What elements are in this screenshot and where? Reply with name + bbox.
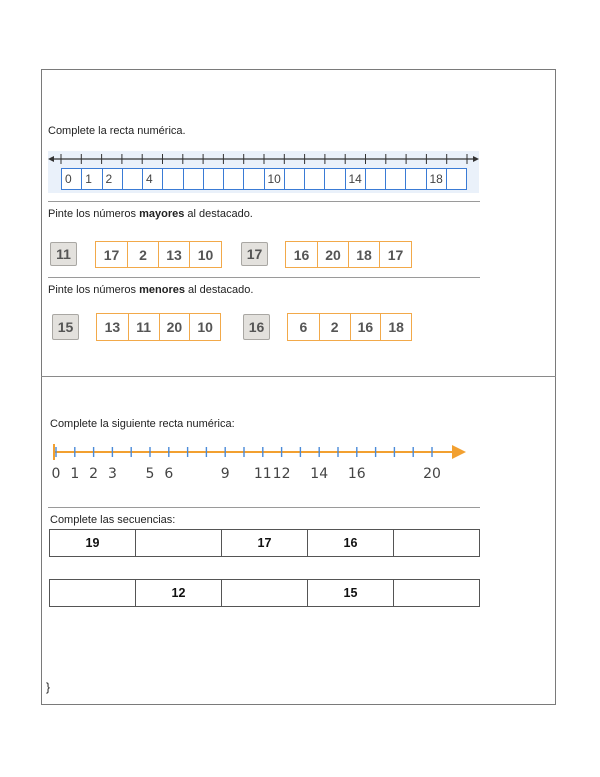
number-line-cell[interactable]	[204, 169, 224, 189]
number-cell[interactable]: 16	[351, 314, 382, 340]
highlight-number: 16	[243, 314, 270, 340]
number-cell[interactable]: 18	[388, 319, 404, 335]
highlight-number: 15	[52, 314, 79, 340]
instruction-sequences: Complete las secuencias:	[50, 514, 176, 526]
number-cell[interactable]: 10	[197, 246, 214, 263]
half-divider	[41, 376, 556, 377]
number-cell[interactable]: 13	[159, 242, 190, 267]
number-line-cell[interactable]: 14	[346, 169, 366, 189]
number-line-cell[interactable]	[224, 169, 244, 189]
closing-brace: }	[46, 680, 51, 694]
number-cell[interactable]: 2	[320, 314, 351, 340]
number-line-label: 9	[220, 466, 230, 482]
number-line-cell[interactable]	[366, 169, 386, 189]
number-line-1-cells	[61, 168, 467, 190]
number-line-label: 12	[272, 466, 291, 482]
number-line-cell[interactable]	[386, 169, 406, 189]
number-cell[interactable]: 11	[129, 314, 160, 340]
number-line-label: 20	[423, 466, 441, 482]
number-line-label: 11	[253, 466, 272, 482]
number-line-cell[interactable]	[163, 169, 183, 189]
instruction-menores: Pinte los números menores al destacado.	[48, 284, 254, 296]
number-line-label: 2	[89, 466, 99, 482]
number-cell[interactable]: 17	[96, 242, 128, 267]
number-group	[96, 313, 221, 341]
instruction-mayores: Pinte los números mayores al destacado.	[48, 208, 253, 220]
number-group	[285, 241, 412, 268]
number-cell[interactable]: 20	[160, 314, 191, 340]
rule	[48, 201, 480, 202]
number-line-label: 0	[51, 466, 61, 482]
sequence-row-1	[49, 529, 480, 557]
highlight-number: 17	[241, 242, 268, 266]
number-cell[interactable]: 6	[288, 314, 320, 340]
instruction-number-line: Complete la recta numérica.	[48, 125, 186, 137]
number-line-cell[interactable]: 2	[103, 169, 123, 189]
number-cell[interactable]: 18	[349, 242, 380, 267]
sequence-cell[interactable]	[136, 530, 222, 556]
number-line-cell[interactable]: 10	[265, 169, 285, 189]
number-line-label: 3	[107, 466, 117, 482]
sequence-cell[interactable]: 19	[50, 530, 136, 556]
sequence-cell[interactable]: 17	[222, 530, 308, 556]
number-line-2	[50, 440, 470, 485]
number-line-cell[interactable]: 4	[143, 169, 163, 189]
number-line-label: 6	[164, 466, 174, 482]
sequence-cell[interactable]	[50, 580, 136, 606]
number-line-label: 1	[70, 466, 80, 482]
sequence-cell[interactable]: 15	[308, 580, 394, 606]
sequence-cell[interactable]	[394, 580, 479, 606]
number-line-cell[interactable]	[305, 169, 325, 189]
number-cell[interactable]: 20	[318, 242, 349, 267]
number-line-cell[interactable]	[244, 169, 264, 189]
number-line-cell[interactable]	[447, 169, 466, 189]
number-cell[interactable]: 2	[128, 242, 159, 267]
number-line-cell[interactable]: 0	[62, 169, 82, 189]
sequence-cell[interactable]: 16	[308, 530, 394, 556]
highlight-number: 11	[50, 242, 77, 266]
sequence-cell[interactable]	[394, 530, 479, 556]
number-line-cell[interactable]	[325, 169, 345, 189]
rule	[48, 507, 480, 508]
number-line-label: 14	[310, 466, 329, 482]
arrow-right-icon	[452, 445, 466, 459]
number-line-label: 16	[347, 466, 366, 482]
sequence-row-2	[49, 579, 480, 607]
number-cell[interactable]: 10	[197, 319, 213, 335]
instruction-number-line-2: Complete la siguiente recta numérica:	[50, 418, 235, 430]
rule	[48, 277, 480, 278]
number-line-cell[interactable]	[285, 169, 305, 189]
number-line-cell[interactable]: 18	[427, 169, 447, 189]
number-line-cell[interactable]: 1	[82, 169, 102, 189]
sequence-cell[interactable]: 12	[136, 580, 222, 606]
number-line-cell[interactable]	[123, 169, 143, 189]
number-cell[interactable]: 13	[97, 314, 129, 340]
number-cell[interactable]: 17	[387, 246, 404, 263]
number-cell[interactable]: 16	[286, 242, 318, 267]
sequence-cell[interactable]	[222, 580, 308, 606]
number-line-cell[interactable]	[184, 169, 204, 189]
number-group	[287, 313, 412, 341]
number-group	[95, 241, 222, 268]
number-line-cell[interactable]	[406, 169, 426, 189]
number-line-label: 5	[145, 466, 155, 482]
